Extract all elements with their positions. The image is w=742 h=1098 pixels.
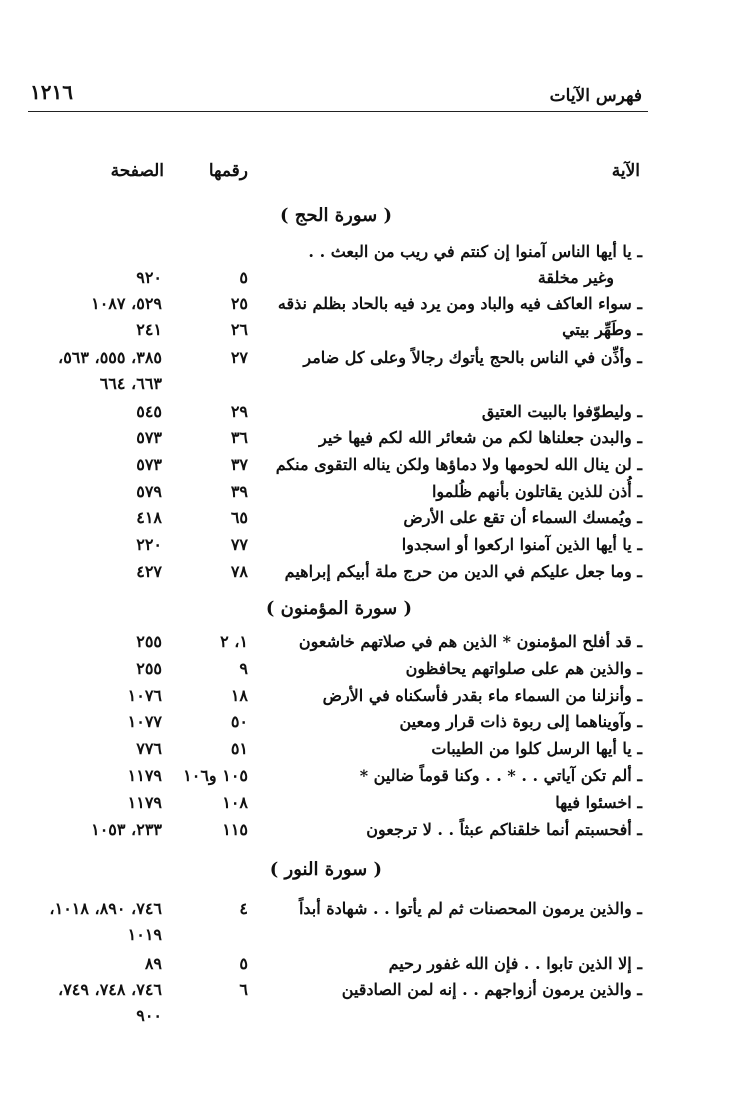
page-ref: ١١٧٩: [127, 793, 162, 812]
ayah-text: ـ أُذن للذين يقاتلون بأنهم ظُلموا: [431, 482, 642, 501]
ayah-text: ـ إلا الذين تابوا . . فإن الله غفور رحيم: [388, 954, 642, 973]
page-ref: ١٠١٩: [127, 925, 162, 944]
ayah-number: ١١٥: [222, 820, 248, 839]
table-row: [0, 686, 742, 712]
page-ref: ٥٧٣: [136, 455, 162, 474]
table-row: [0, 899, 742, 925]
page-ref: ٣٨٥، ٥٥٥، ٥٦٣،: [58, 348, 162, 367]
table-row: [0, 632, 742, 658]
ayah-number: ١٠٨: [222, 793, 248, 812]
ayah-text: ـ يا أيها الرسل كلوا من الطيبات: [431, 739, 642, 758]
ayah-number: ٢٦: [230, 320, 248, 339]
ayah-number: ٦٥: [230, 508, 248, 527]
table-row: [0, 766, 742, 792]
surah-title-hajj: ( سورة الحج ): [279, 205, 392, 226]
ayah-number: ١٨: [230, 686, 248, 705]
ayah-text: ـ وآويناهما إلى ربوة ذات قرار ومعين: [399, 712, 642, 731]
page-ref: ٩٢٠: [136, 268, 162, 287]
page-ref: ١٠٧٧: [127, 712, 162, 731]
page-ref: ٢٣٣، ١٠٥٣: [91, 820, 162, 839]
ayah-text: ـ ويُمسك السماء أن تقع على الأرض: [403, 508, 642, 527]
ayah-text: ـ قد أفلح المؤمنون * الذين هم في صلاتهم خاشعون: [298, 632, 642, 651]
page-ref: ٢٥٥: [136, 632, 162, 651]
ayah-text: ـ وما جعل عليكم في الدين من حرج ملة أبيكم إبراهيم: [284, 562, 642, 581]
ayah-number: ٣٧: [230, 455, 248, 474]
page-ref: ٥٧٣: [136, 428, 162, 447]
page-ref: ٩٠٠: [136, 1006, 162, 1025]
table-row: [0, 954, 742, 980]
ayah-number: ٩: [239, 659, 248, 678]
running-title: فهرس الآيات: [549, 86, 642, 106]
ayah-text: ـ والذين هم على صلواتهم يحافظون: [405, 659, 642, 678]
table-row: [0, 402, 742, 428]
page-ref: ٢٤١: [136, 320, 162, 339]
header-rule: [28, 111, 648, 112]
ayah-number: ٧٧: [230, 535, 248, 554]
ayah-text: ـ لن ينال الله لحومها ولا دماؤها ولكن يناله التقوى منكم: [275, 455, 642, 474]
ayah-text: ـ والبدن جعلناها لكم من شعائر الله لكم فيها خير: [319, 428, 642, 447]
table-row: [0, 348, 742, 374]
ayah-text: ـ أفحسبتم أنما خلقناكم عبثاً . . لا ترجعون: [366, 820, 642, 839]
table-row: [0, 374, 742, 400]
page-ref: ٥٧٩: [136, 482, 162, 501]
ayah-text: ـ اخسئوا فيها: [555, 793, 642, 812]
table-row: [0, 739, 742, 765]
ayah-number: ٦: [239, 980, 248, 999]
page-number: ١٢١٦: [30, 80, 73, 104]
page-ref: ١٠٧٦: [127, 686, 162, 705]
page-ref: ٧٤٦، ٨٩٠، ١٠١٨،: [49, 899, 162, 918]
page-ref: ٥٢٩، ١٠٨٧: [91, 294, 162, 313]
table-row: [0, 455, 742, 481]
ayah-number: ٥: [239, 954, 248, 973]
ayah-text: ـ يا أيها الناس آمنوا إن كنتم في ريب من البعث . .: [308, 242, 642, 261]
ayah-text: ـ وطَهِّر بيتي: [562, 320, 642, 339]
ayah-text: ـ وأنزلنا من السماء ماء بقدر فأسكناه في الأرض: [322, 686, 642, 705]
ayah-text: ـ وأذِّن في الناس بالحج يأتوك رجالاً وعلى كل ضامر: [303, 348, 642, 367]
column-header-number: رقمها: [208, 161, 248, 181]
table-row: [0, 428, 742, 454]
ayah-number: ٥١: [230, 739, 248, 758]
table-row: [0, 1006, 742, 1032]
ayah-number: ٢٧: [230, 348, 248, 367]
table-row: [0, 925, 742, 951]
table-row: [0, 659, 742, 685]
ayah-number: ٧٨: [230, 562, 248, 581]
ayah-text: ـ وليطوّفوا بالبيت العتيق: [481, 402, 642, 421]
table-row: [0, 820, 742, 846]
table-row: [0, 268, 742, 294]
page-ref: ١١٧٩: [127, 766, 162, 785]
page-ref: ٥٤٥: [136, 402, 162, 421]
table-row: [0, 793, 742, 819]
ayah-number: ٥: [239, 268, 248, 287]
column-header-page: الصفحة: [110, 161, 164, 181]
page-ref: ٢٢٠: [136, 535, 162, 554]
table-row: [0, 294, 742, 320]
table-row: [0, 242, 742, 268]
ayah-text: وغير مخلقة: [537, 268, 614, 287]
table-row: [0, 562, 742, 588]
page-ref: ٧٧٦: [136, 739, 162, 758]
ayah-text: ـ والذين يرمون المحصنات ثم لم يأتوا . . شهادة أبداً: [298, 899, 642, 918]
ayah-number: ١٠٥ و١٠٦: [183, 766, 248, 785]
page-ref: ٤٢٧: [136, 562, 162, 581]
table-row: [0, 535, 742, 561]
ayah-number: ٢٩: [230, 402, 248, 421]
ayah-text: ـ ألم تكن آياتي . . * . . وكنا قوماً ضالين *: [359, 766, 642, 785]
column-header-ayah: الآية: [611, 161, 640, 181]
table-row: [0, 712, 742, 738]
ayah-text: ـ والذين يرمون أزواجهم . . إنه لمن الصادقين: [341, 980, 642, 999]
table-row: [0, 320, 742, 346]
ayah-number: ٤: [239, 899, 248, 918]
ayah-number: ٣٦: [230, 428, 248, 447]
ayah-text: ـ يا أيها الذين آمنوا اركعوا أو اسجدوا: [401, 535, 642, 554]
ayah-number: ١، ٢: [220, 632, 248, 651]
surah-title-nur: ( سورة النور ): [269, 859, 382, 880]
table-row: [0, 482, 742, 508]
page-ref: ٨٩: [144, 954, 162, 973]
ayah-number: ٣٩: [230, 482, 248, 501]
table-row: [0, 980, 742, 1006]
ayah-number: ٢٥: [230, 294, 248, 313]
surah-title-muminun: ( سورة المؤمنون ): [265, 598, 412, 619]
ayah-text: ـ سواء العاكف فيه والباد ومن يرد فيه بالحاد بظلم نذقه: [277, 294, 642, 313]
page-ref: ٤١٨: [136, 508, 162, 527]
table-row: [0, 508, 742, 534]
ayah-number: ٥٠: [230, 712, 248, 731]
page-ref: ٧٤٦، ٧٤٨، ٧٤٩،: [58, 980, 162, 999]
page-ref: ٢٥٥: [136, 659, 162, 678]
page-ref: ٦٦٣، ٦٦٤: [99, 374, 162, 393]
